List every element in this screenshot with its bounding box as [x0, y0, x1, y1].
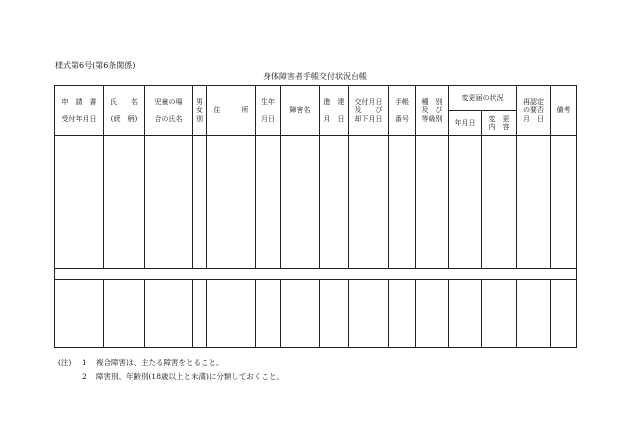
note-number: 2: [82, 372, 87, 381]
note-item: [58, 356, 284, 370]
ledger-entry-area-bottom: [55, 280, 577, 348]
notes-section: [58, 356, 284, 384]
header-forward-date: 進 達 月 日: [320, 86, 349, 136]
header-change-date: 年月日: [449, 111, 482, 136]
header-handbook-number: 手帳 番号: [389, 86, 416, 136]
ledger-entry-area-top: [55, 136, 577, 269]
header-type-grade: 種 別 及 び 等級別: [416, 86, 449, 136]
form-number: 様式第6号(第6条関係): [55, 61, 136, 70]
header-issue-reject-date: 交付月日 及 び 却下月日: [349, 86, 389, 136]
header-remarks: 備考: [551, 86, 577, 136]
header-address: 住 所: [207, 86, 256, 136]
header-birth-date: 生年 月日: [256, 86, 281, 136]
header-change-content: 変 更 内 容: [482, 111, 517, 136]
header-change-status: 変更届の状況: [449, 86, 517, 111]
ledger-title: 身体障害者手帳交付状況台帳: [263, 72, 367, 81]
header-recertification: 再認定 の要否 月 日: [517, 86, 551, 136]
header-row-top: [55, 86, 577, 111]
note-item: [58, 370, 284, 384]
note-number: 1: [82, 358, 87, 367]
header-name-relation: 氏 名 (続 柄): [104, 86, 145, 136]
header-child-name: 児童の場 合の氏名: [145, 86, 193, 136]
header-disability-name: 障害名: [281, 86, 320, 136]
header-application-date: 申 請 書 受付年月日: [55, 86, 104, 136]
notes-label: (注): [58, 358, 72, 367]
ledger-separator-band: [55, 269, 577, 280]
header-sex: 男 女 別: [193, 86, 207, 136]
ledger-table: [54, 85, 577, 348]
note-text: 障害別、年齢別(18歳以上と未満)に分類しておくこと。: [96, 372, 284, 381]
note-text: 複合障害は、主たる障害をとること。: [96, 358, 224, 367]
